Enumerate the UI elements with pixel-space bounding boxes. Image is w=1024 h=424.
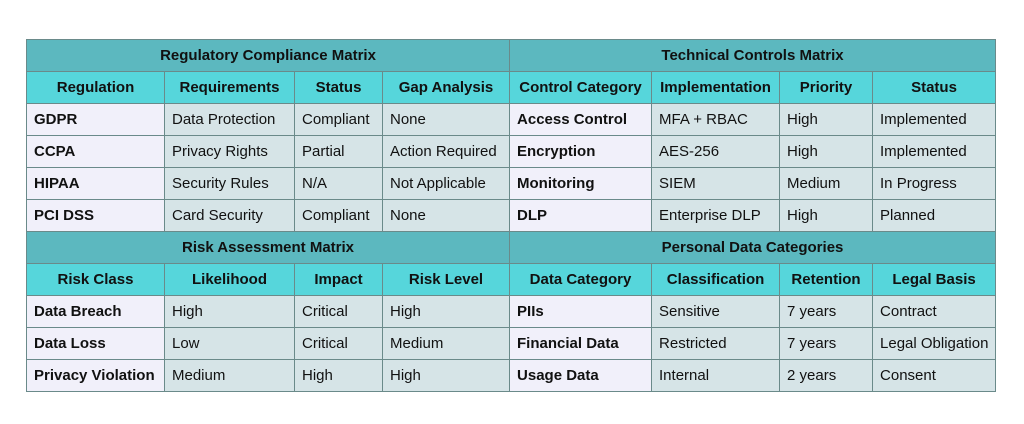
table-cell: Card Security: [165, 200, 295, 232]
row-label: Data Breach: [27, 296, 165, 328]
table-cell: Consent: [873, 360, 996, 392]
table-cell: Not Applicable: [383, 168, 510, 200]
table-cell: Contract: [873, 296, 996, 328]
table-row: [27, 104, 996, 136]
table-row: [27, 296, 996, 328]
column-header-row: [27, 264, 996, 296]
column-header-row: [27, 72, 996, 104]
column-header: Impact: [295, 264, 383, 296]
row-label: Usage Data: [510, 360, 652, 392]
row-label: Data Loss: [27, 328, 165, 360]
table-cell: High: [383, 296, 510, 328]
compliance-matrix-table: [26, 39, 996, 392]
column-header: Control Category: [510, 72, 652, 104]
row-label: HIPAA: [27, 168, 165, 200]
table-cell: Security Rules: [165, 168, 295, 200]
row-label: Monitoring: [510, 168, 652, 200]
technical-controls-title: Technical Controls Matrix: [510, 40, 996, 72]
column-header: Classification: [652, 264, 780, 296]
table-cell: Data Protection: [165, 104, 295, 136]
column-header: Risk Level: [383, 264, 510, 296]
section-title-row: [27, 40, 996, 72]
risk-assessment-title: Risk Assessment Matrix: [27, 232, 510, 264]
column-header: Priority: [780, 72, 873, 104]
row-label: Access Control: [510, 104, 652, 136]
table-cell: Legal Obligation: [873, 328, 996, 360]
table-cell: Medium: [383, 328, 510, 360]
table-cell: Internal: [652, 360, 780, 392]
regulatory-compliance-title: Regulatory Compliance Matrix: [27, 40, 510, 72]
table-cell: High: [165, 296, 295, 328]
table-row: [27, 328, 996, 360]
table-row: [27, 136, 996, 168]
table-cell: High: [780, 104, 873, 136]
table-cell: Restricted: [652, 328, 780, 360]
table-cell: High: [295, 360, 383, 392]
table-cell: Partial: [295, 136, 383, 168]
table-cell: Sensitive: [652, 296, 780, 328]
row-label: PIIs: [510, 296, 652, 328]
table-cell: Implemented: [873, 104, 996, 136]
table-cell: Implemented: [873, 136, 996, 168]
table-cell: None: [383, 104, 510, 136]
table-cell: Planned: [873, 200, 996, 232]
column-header: Requirements: [165, 72, 295, 104]
row-label: CCPA: [27, 136, 165, 168]
column-header: Likelihood: [165, 264, 295, 296]
table-row: [27, 360, 996, 392]
table-cell: SIEM: [652, 168, 780, 200]
column-header: Risk Class: [27, 264, 165, 296]
table-cell: Compliant: [295, 104, 383, 136]
column-header: Status: [295, 72, 383, 104]
column-header: Status: [873, 72, 996, 104]
table-cell: Enterprise DLP: [652, 200, 780, 232]
column-header: Regulation: [27, 72, 165, 104]
column-header: Retention: [780, 264, 873, 296]
row-label: Encryption: [510, 136, 652, 168]
table-cell: Critical: [295, 328, 383, 360]
table-cell: None: [383, 200, 510, 232]
table-cell: Compliant: [295, 200, 383, 232]
table-cell: AES-256: [652, 136, 780, 168]
table-cell: High: [383, 360, 510, 392]
row-label: DLP: [510, 200, 652, 232]
column-header: Legal Basis: [873, 264, 996, 296]
table-cell: In Progress: [873, 168, 996, 200]
table-row: [27, 168, 996, 200]
row-label: PCI DSS: [27, 200, 165, 232]
row-label: Financial Data: [510, 328, 652, 360]
table-cell: 7 years: [780, 296, 873, 328]
table-cell: Medium: [165, 360, 295, 392]
table-cell: Privacy Rights: [165, 136, 295, 168]
table-cell: High: [780, 136, 873, 168]
table-cell: Action Required: [383, 136, 510, 168]
table-cell: 7 years: [780, 328, 873, 360]
table-cell: Critical: [295, 296, 383, 328]
personal-data-categories-title: Personal Data Categories: [510, 232, 996, 264]
column-header: Data Category: [510, 264, 652, 296]
row-label: GDPR: [27, 104, 165, 136]
section-title-row: [27, 232, 996, 264]
row-label: Privacy Violation: [27, 360, 165, 392]
column-header: Implementation: [652, 72, 780, 104]
table-cell: Low: [165, 328, 295, 360]
table-cell: N/A: [295, 168, 383, 200]
table-row: [27, 200, 996, 232]
column-header: Gap Analysis: [383, 72, 510, 104]
table-cell: High: [780, 200, 873, 232]
table-cell: 2 years: [780, 360, 873, 392]
table-cell: MFA + RBAC: [652, 104, 780, 136]
table-cell: Medium: [780, 168, 873, 200]
